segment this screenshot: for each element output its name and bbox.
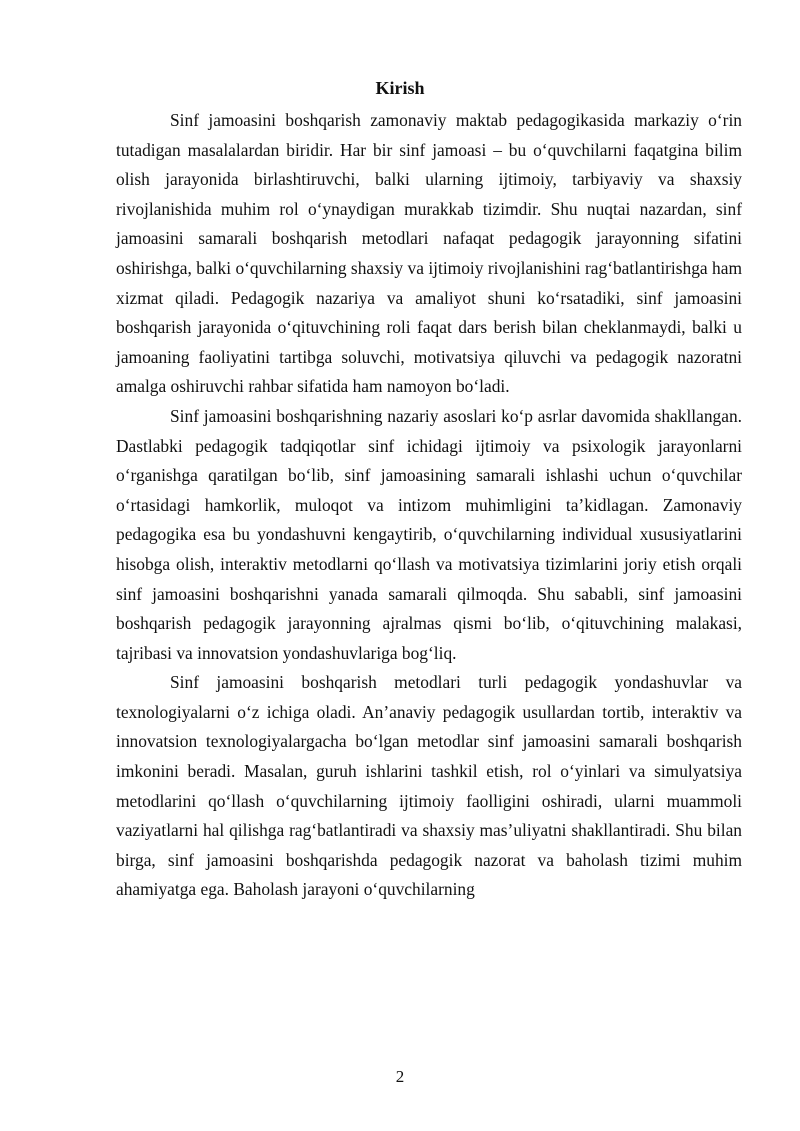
paragraph: Sinf jamoasini boshqarish metodlari turli pedagogik yondashuvlar va texnologiyalarni o‘z ichiga oladi. An’anaviy pedagogik usullardan tortib, interaktiv va innovatsion texnologiyalargacha bo‘lgan metodlar sinf jamoasini samarali boshqarish imkonini beradi. Masalan, guruh ishlarini tashkil etish, rol o‘yinlari va simulyatsiya metodlarini qo‘llash o‘quvchilarning ijtimoiy faolligini oshiradi, ularni muammoli vaziyatlarni hal qilishga rag‘batlantiradi va shaxsiy mas’uliyatni shakllantiradi. Shu bilan birga, sinf jamoasini boshqarishda pedagogik nazorat va baholash tizimi muhim ahamiyatga ega. Baholash jarayoni o‘quvchilarning [116,672,742,900]
section-heading: Kirish [375,78,425,98]
paragraph: Sinf jamoasini boshqarishning nazariy asoslari ko‘p asrlar davomida shakllangan. Dastlabki pedagogik tadqiqotlar sinf ichidagi ijtimoiy va psixologik jarayonlarni o‘rganishga qaratilgan bo‘lib, sinf jamoasining samarali ishlashi uchun o‘quvchilar o‘rtasidagi hamkorlik, muloqot va intizom muhimligini ta’kidlagan. Zamonaviy pedagogika esa bu yondashuvni kengaytirib, o‘quvchilarning individual xususiyatlarini hisobga olish, interaktiv metodlarni qo‘llash va motivatsiya tizimlarini joriy etish orqali sinf jamoasini boshqarishni yanada samarali qilmoqda. Shu sababli, sinf jamoasini boshqarish pedagogik jarayonning ajralmas qismi bo‘lib, o‘qituvchining malakasi, tajribasi va innovatsion yondashuvlariga bog‘liq. [116,405,742,663]
body-text [116,106,742,905]
page-number: 2 [395,1067,405,1086]
paragraph: Sinf jamoasini boshqarish zamonaviy maktab pedagogikasida markaziy o‘rin tutadigan masalalardan biridir. Har bir sinf jamoasi – bu o‘quvchilarni faqatgina bilim olish jarayonida birlashtiruvchi, balki ularning ijtimoiy, tarbiyaviy va shaxsiy rivojlanishida muhim rol o‘ynaydigan murakkab tizimdir. Shu nuqtai nazardan, sinf jamoasini samarali boshqarish metodlari nafaqat pedagogik jarayonning sifatini oshirishga, balki o‘quvchilarning shaxsiy va ijtimoiy rivojlanishini rag‘batlantirishga ham xizmat qiladi. Pedagogik nazariya va amaliyot shuni ko‘rsatadiki, sinf jamoasini boshqarish jarayonida o‘qituvchining roli faqat dars berish bilan cheklanmaydi, balki u jamoaning faoliyatini tartibga soluvchi, motivatsiya qiluvchi va pedagogik nazoratni amalga oshiruvchi rahbar sifatida ham namoyon bo‘ladi. [116,110,742,397]
